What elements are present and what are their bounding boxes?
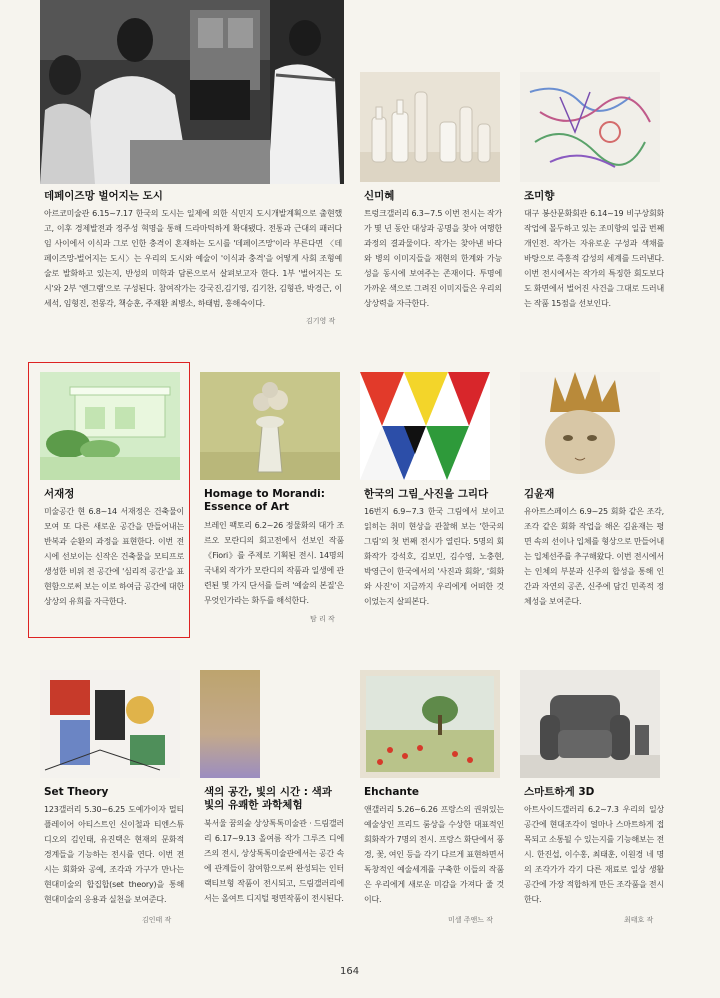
entry-credit: 김기영 작 — [306, 317, 336, 325]
entry-title: 스마트하게 3D — [524, 786, 595, 798]
entry-body: 트렁크갤러리 6.3~7.5 이번 전시는 작가가 몇 년 동안 대상과 공명을 찾아 여행한 과정의 결과물이다. 작가는 찾아낸 바다와 병의 이미지들을 재현의 한계와 가능성을 동시에 보여주는 존재이다. 투명에 가까운 색으로 그려진 이미지들은 우리의 상상력을 자극한다. — [364, 209, 502, 308]
entry-title: 신미혜 — [364, 190, 395, 202]
artwork-bottles — [360, 72, 500, 182]
entry-credit: 김인태 작 — [142, 916, 172, 924]
entry-body: 미술공간 현 6.8~14 서재정은 건축물이 모여 또 다른 새로운 공간을 만들어내는 반복과 순환의 과정을 표현한다. 이번 전시에 선보이는 신작은 건축물을 모티프로 생성한 비위 전 공간에 '심리적 공간'을 표현함으로써 보는 이로 하여금 공간에 대한 상상의 유희를 자극한다. — [44, 507, 184, 606]
artwork-landscape-painting — [360, 670, 500, 778]
artwork-color-gradient — [200, 670, 260, 778]
entry-title: Ehchante — [364, 786, 420, 798]
page-number: 164 — [340, 966, 360, 977]
entry-credit: 최태호 작 — [624, 916, 654, 924]
artwork-photo-city — [40, 0, 344, 184]
artwork-collage — [40, 670, 180, 778]
entry-credit: 탐 리 작 — [310, 615, 335, 623]
entry-body: 유아트스페이스 6.9~25 회화 같은 조각, 조각 같은 회화 작업을 해온 김윤재는 평면 속의 선이나 입체를 형상으로 만들어내는 입체선주를 추구해왔다. 이번 전시에서는 인체의 부분과 신주의 합성을 통해 인간과 자연의 공존, 신주에 담긴 민족적 정체성을 보여준다. — [524, 507, 664, 606]
entry-body: 아르코미술관 6.15~7.17 한국의 도시는 일제에 의한 식민지 도시개발계획으로 출현했고, 이후 경제발전과 정주성 혁명을 통해 드라마틱하게 확대됐다. 전통과 근대의 패러다임 사이에서 이식과 그로 인한 충격이 혼재하는 도시를 '데페이즈망'이라 부른다면 〈데페이즈망-벌어지는 도시〉는 우리의 도시와 예술이 '이식과 충격'을 어떻게 사회 조형예술로 발화하고 있는지, 반성의 미학과 담론으로서 살펴보고자 한다. 1부 '벌어지는 도시'와 2부 '엔그램'으로 구성된다. 참여작가는 강국진,김기영, 김기찬, 김형관, 박경근, 이세석, 임형진, 전몽각, 책승훈, 주재환 최병소, 하태범, 홍해숙이다. — [44, 209, 342, 308]
entry-title: 김윤재 — [524, 488, 555, 500]
entry-body: 아트사이드갤러리 6.2~7.3 우리의 일상 공간에 현대조각이 얼마나 스마트하게 접목되고 소통될 수 있는지를 기능해보는 전시. 한진섭, 이수홍, 최태훈, 이원경 네 명의 조각가가 각기 다른 재료로 일상 생활공간에 가장 적합하게 만든 조각품을 전시한다. — [524, 805, 664, 904]
artwork-morandi-vase — [200, 372, 340, 480]
entry-body: 대구 봉산문화회관 6.14~19 비구상회화 작업에 몰두하고 있는 조미향의 일곱 번째 개인전. 작가는 자유로운 구성과 색채를 바탕으로 즉흥적 감성의 세계를 드러낸다. 이번 전시에서는 작가의 특징한 회도보다도 화면에서 벌어진 사건을 그대로 드러내는 작품 15점을 선보인다. — [524, 209, 664, 308]
entry-title: Homage to Morandi: Essence of Art — [204, 488, 325, 513]
entry-title: 색의 공간, 빛의 시간 : 색과 빛의 유쾌한 과학체험 — [204, 786, 332, 811]
entry-body: 브레인 팩토리 6.2~26 정물화의 대가 조르오 모란디의 회고전에서 선보인 작품 《Fiori》를 주제로 기획된 전시. 14명의 국내외 작가가 모란디의 작품과 일생에 관련된 몇 가지 단서를 들려 '예술의 본질'은 무엇인가라는 화두를 해석한다. — [204, 521, 344, 605]
artwork-abstract-painting — [520, 72, 660, 182]
entry-title: 데페이즈망 벌어지는 도시 — [44, 190, 163, 202]
entry-body: 앤갤러리 5.26~6.26 프랑스의 권위있는 예술상인 프리드 룸상을 수상한 대표적인 회화작가 7명의 전시. 프랑스 화단에서 풍경, 꽃, 여인 등을 각기 다르게 표현하면서 독창적인 예술세계를 구축한 이들의 작품은 우리에게 새로운 미감을 가져다 줄 것이다. — [364, 805, 504, 904]
entry-body: 16번지 6.9~7.3 한국 그림에서 보이고 읽히는 취미 현상을 관찰해 보는 '한국의 그림'의 첫 번째 전시가 열린다. 5명의 회화작가 강석호, 김보민, 김수영, 노충현, 박영근이 한국에서의 '사진과 회화', '회화와 사진'이 지금까지 우리에게 어떠한 것이었는지 살피본다. — [364, 507, 504, 606]
entry-title: 서재정 — [44, 488, 75, 500]
entry-body: 123갤러리 5.30~6.25 도예가이자 멀티 플레이어 아티스트인 신이철과 티엔스튜디오의 김인태, 유진택은 현재의 문화적 경계들을 기능하는 전시를 연다. 이번 전시는 회화와 공예, 조각과 가구가 만나는 현대미술의 합집합(set theory)을 통해 현대미술의 응용과 실천을 보여준다. — [44, 805, 184, 904]
entry-title: Set Theory — [44, 786, 109, 798]
artwork-armchair — [520, 670, 660, 778]
artwork-sculpture-head — [520, 372, 660, 480]
artwork-color-triangles — [360, 372, 490, 480]
entry-credit: 미셀 주앤느 작 — [448, 916, 494, 924]
entry-title: 조미향 — [524, 190, 555, 202]
entry-title: 한국의 그림_사진을 그리다 — [364, 488, 489, 500]
entry-body: 북서울 꿈의숲 상상톡톡미술관 · 드림갤러리 6.17~9.13 올여름 작가 그루즈 디에즈의 전시, 상상톡톡미술관에서는 공간 속에 관계들이 참여함으로써 완성되는 인터랙티브형 작품이 전시되고, 드림갤러리에서는 올여트 디지털 평면작품이 전시된다. — [204, 819, 344, 903]
